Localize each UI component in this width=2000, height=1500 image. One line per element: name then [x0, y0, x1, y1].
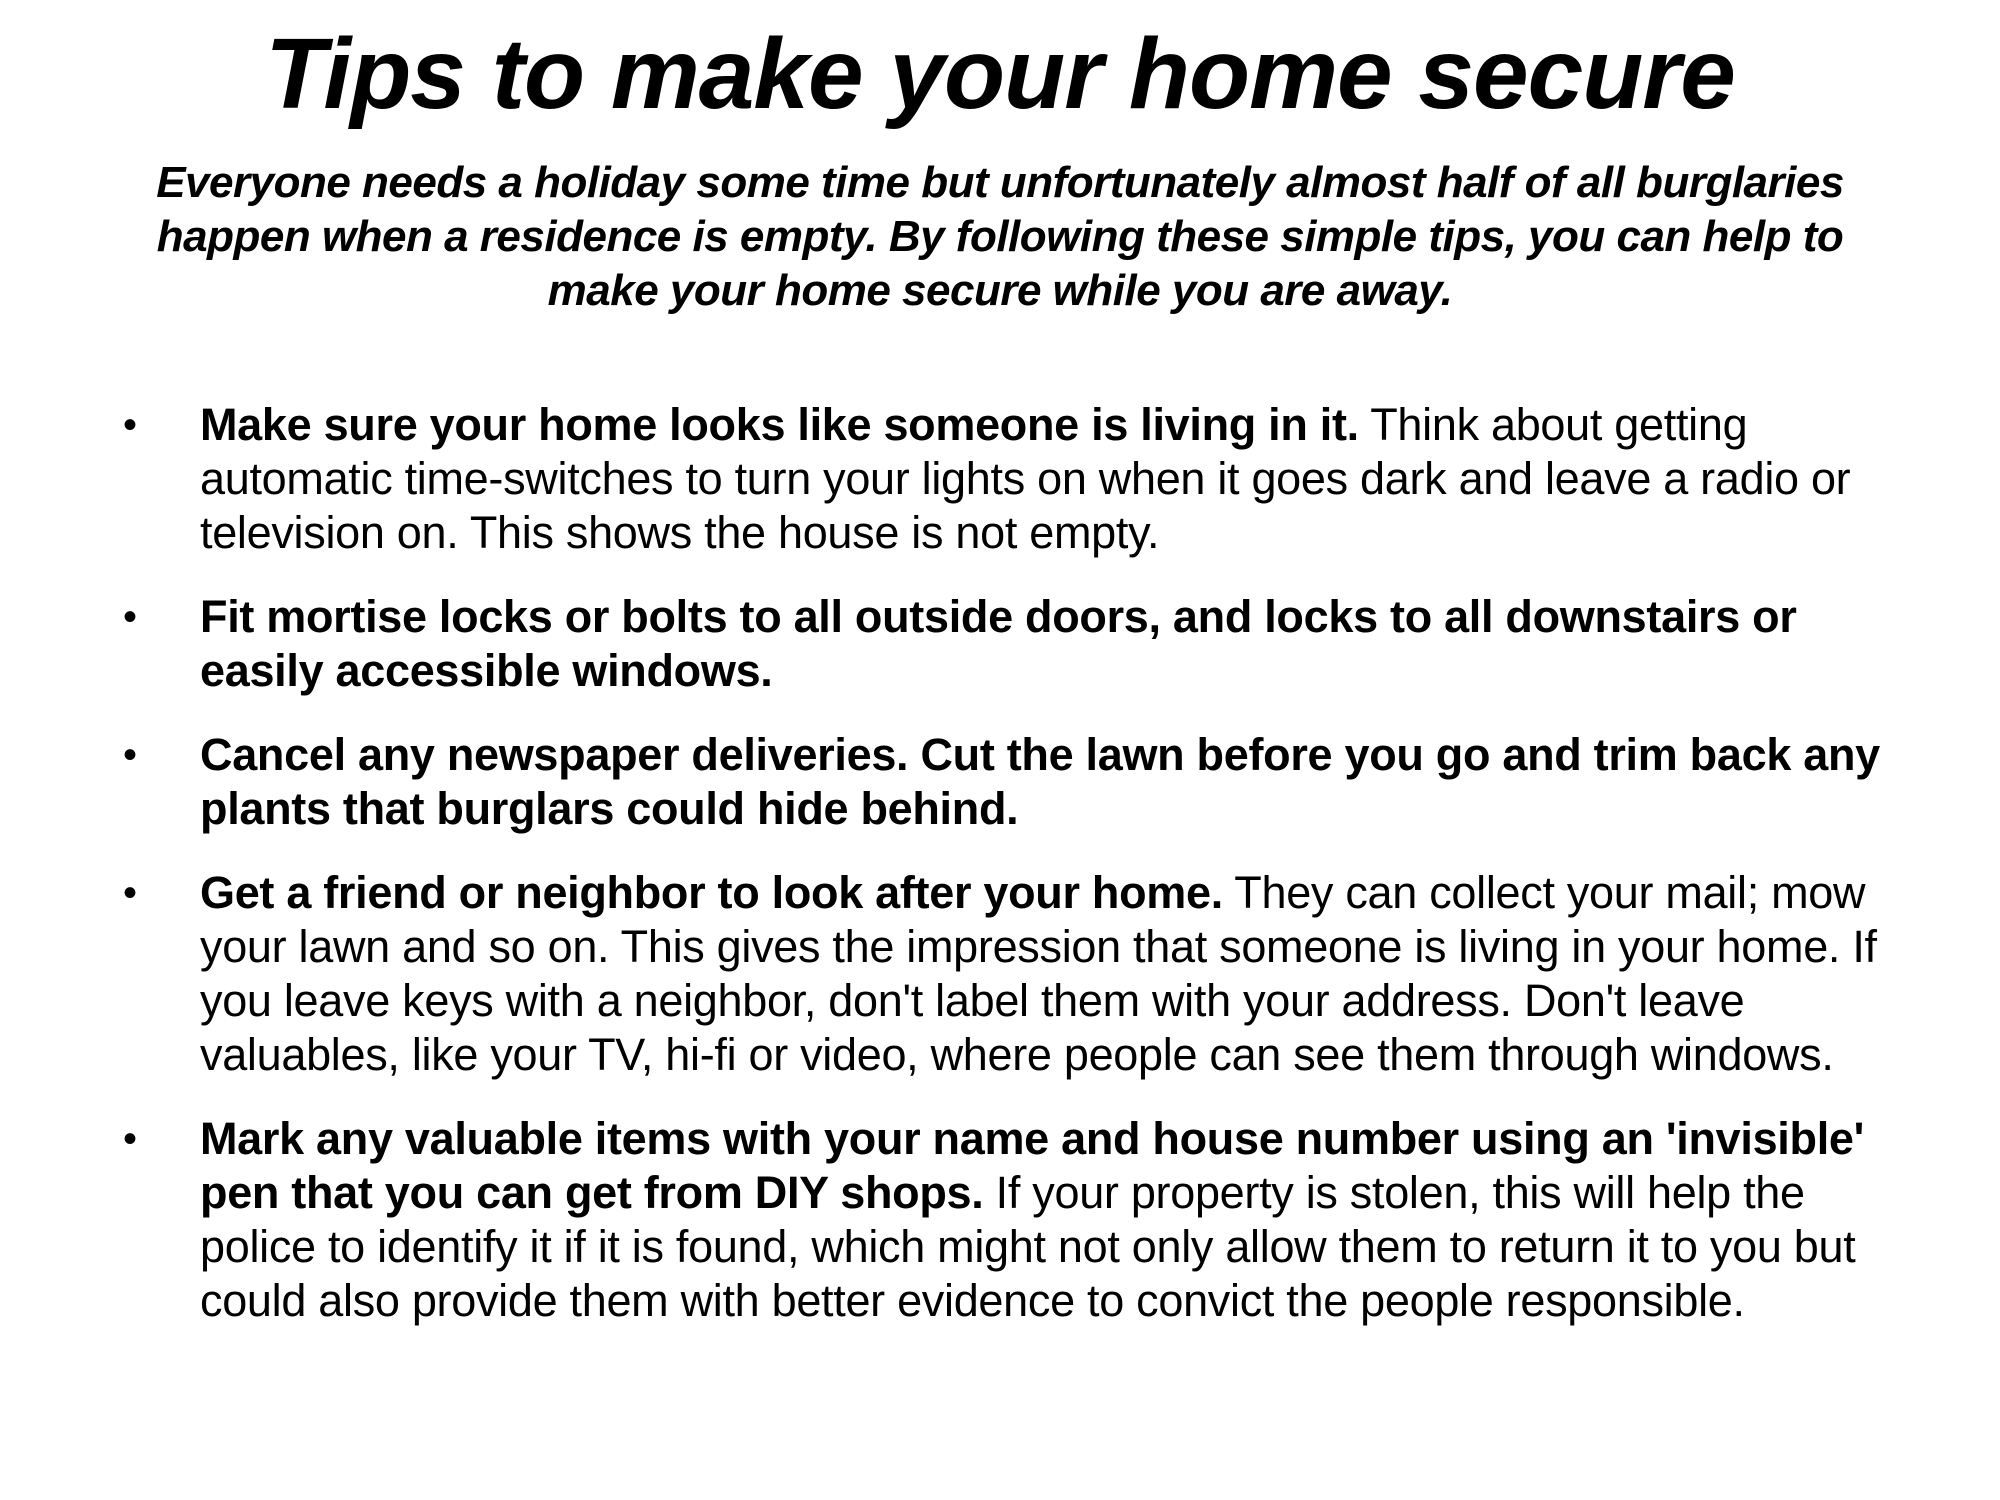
- list-item: [115, 728, 1895, 836]
- tip-text: If your property is stolen, this will help the police to identify it if it is found, which might not only allow them to return it to you but could also provide them with better evidence to convict the people responsible.: [200, 1167, 1856, 1326]
- bullet-icon: •: [123, 871, 137, 915]
- tip-heading: Make sure your home looks like someone is living in it.: [200, 399, 1359, 450]
- tip-heading: Get a friend or neighbor to look after your home.: [200, 867, 1223, 918]
- bullet-icon: •: [123, 595, 137, 639]
- tip-heading: Mark any valuable items with your name and house number using an 'invisible' pen that you can get from DIY shops.: [200, 1113, 1865, 1218]
- bullet-icon: •: [123, 403, 137, 447]
- list-item: [115, 866, 1895, 1082]
- list-item: [115, 1112, 1895, 1328]
- page-title: Tips to make your home secure: [265, 18, 1735, 130]
- bullet-icon: •: [123, 1117, 137, 1161]
- tip-heading: Fit mortise locks or bolts to all outside doors, and locks to all downstairs or easily accessible windows.: [200, 591, 1797, 696]
- intro-paragraph: Everyone needs a holiday some time but unfortunately almost half of all burglaries happen when a residence is empty. By following these simple tips, you can help to make your home secure while you are away.: [156, 158, 1844, 315]
- tip-text: They can collect your mail; mow your lawn and so on. This gives the impression that someone is living in your home. If you leave keys with a neighbor, don't label them with your address. Don't leave valuables, like your TV, hi-fi or video, where people can see them through windows.: [200, 867, 1877, 1080]
- tips-list: [115, 398, 1895, 1358]
- tip-heading: Cancel any newspaper deliveries. Cut the lawn before you go and trim back any plants that burglars could hide behind.: [200, 729, 1880, 834]
- bullet-icon: •: [123, 733, 137, 777]
- tip-text: Think about getting automatic time-switches to turn your lights on when it goes dark and leave a radio or television on. This shows the house is not empty.: [200, 399, 1851, 558]
- list-item: [115, 590, 1895, 698]
- list-item: [115, 398, 1895, 560]
